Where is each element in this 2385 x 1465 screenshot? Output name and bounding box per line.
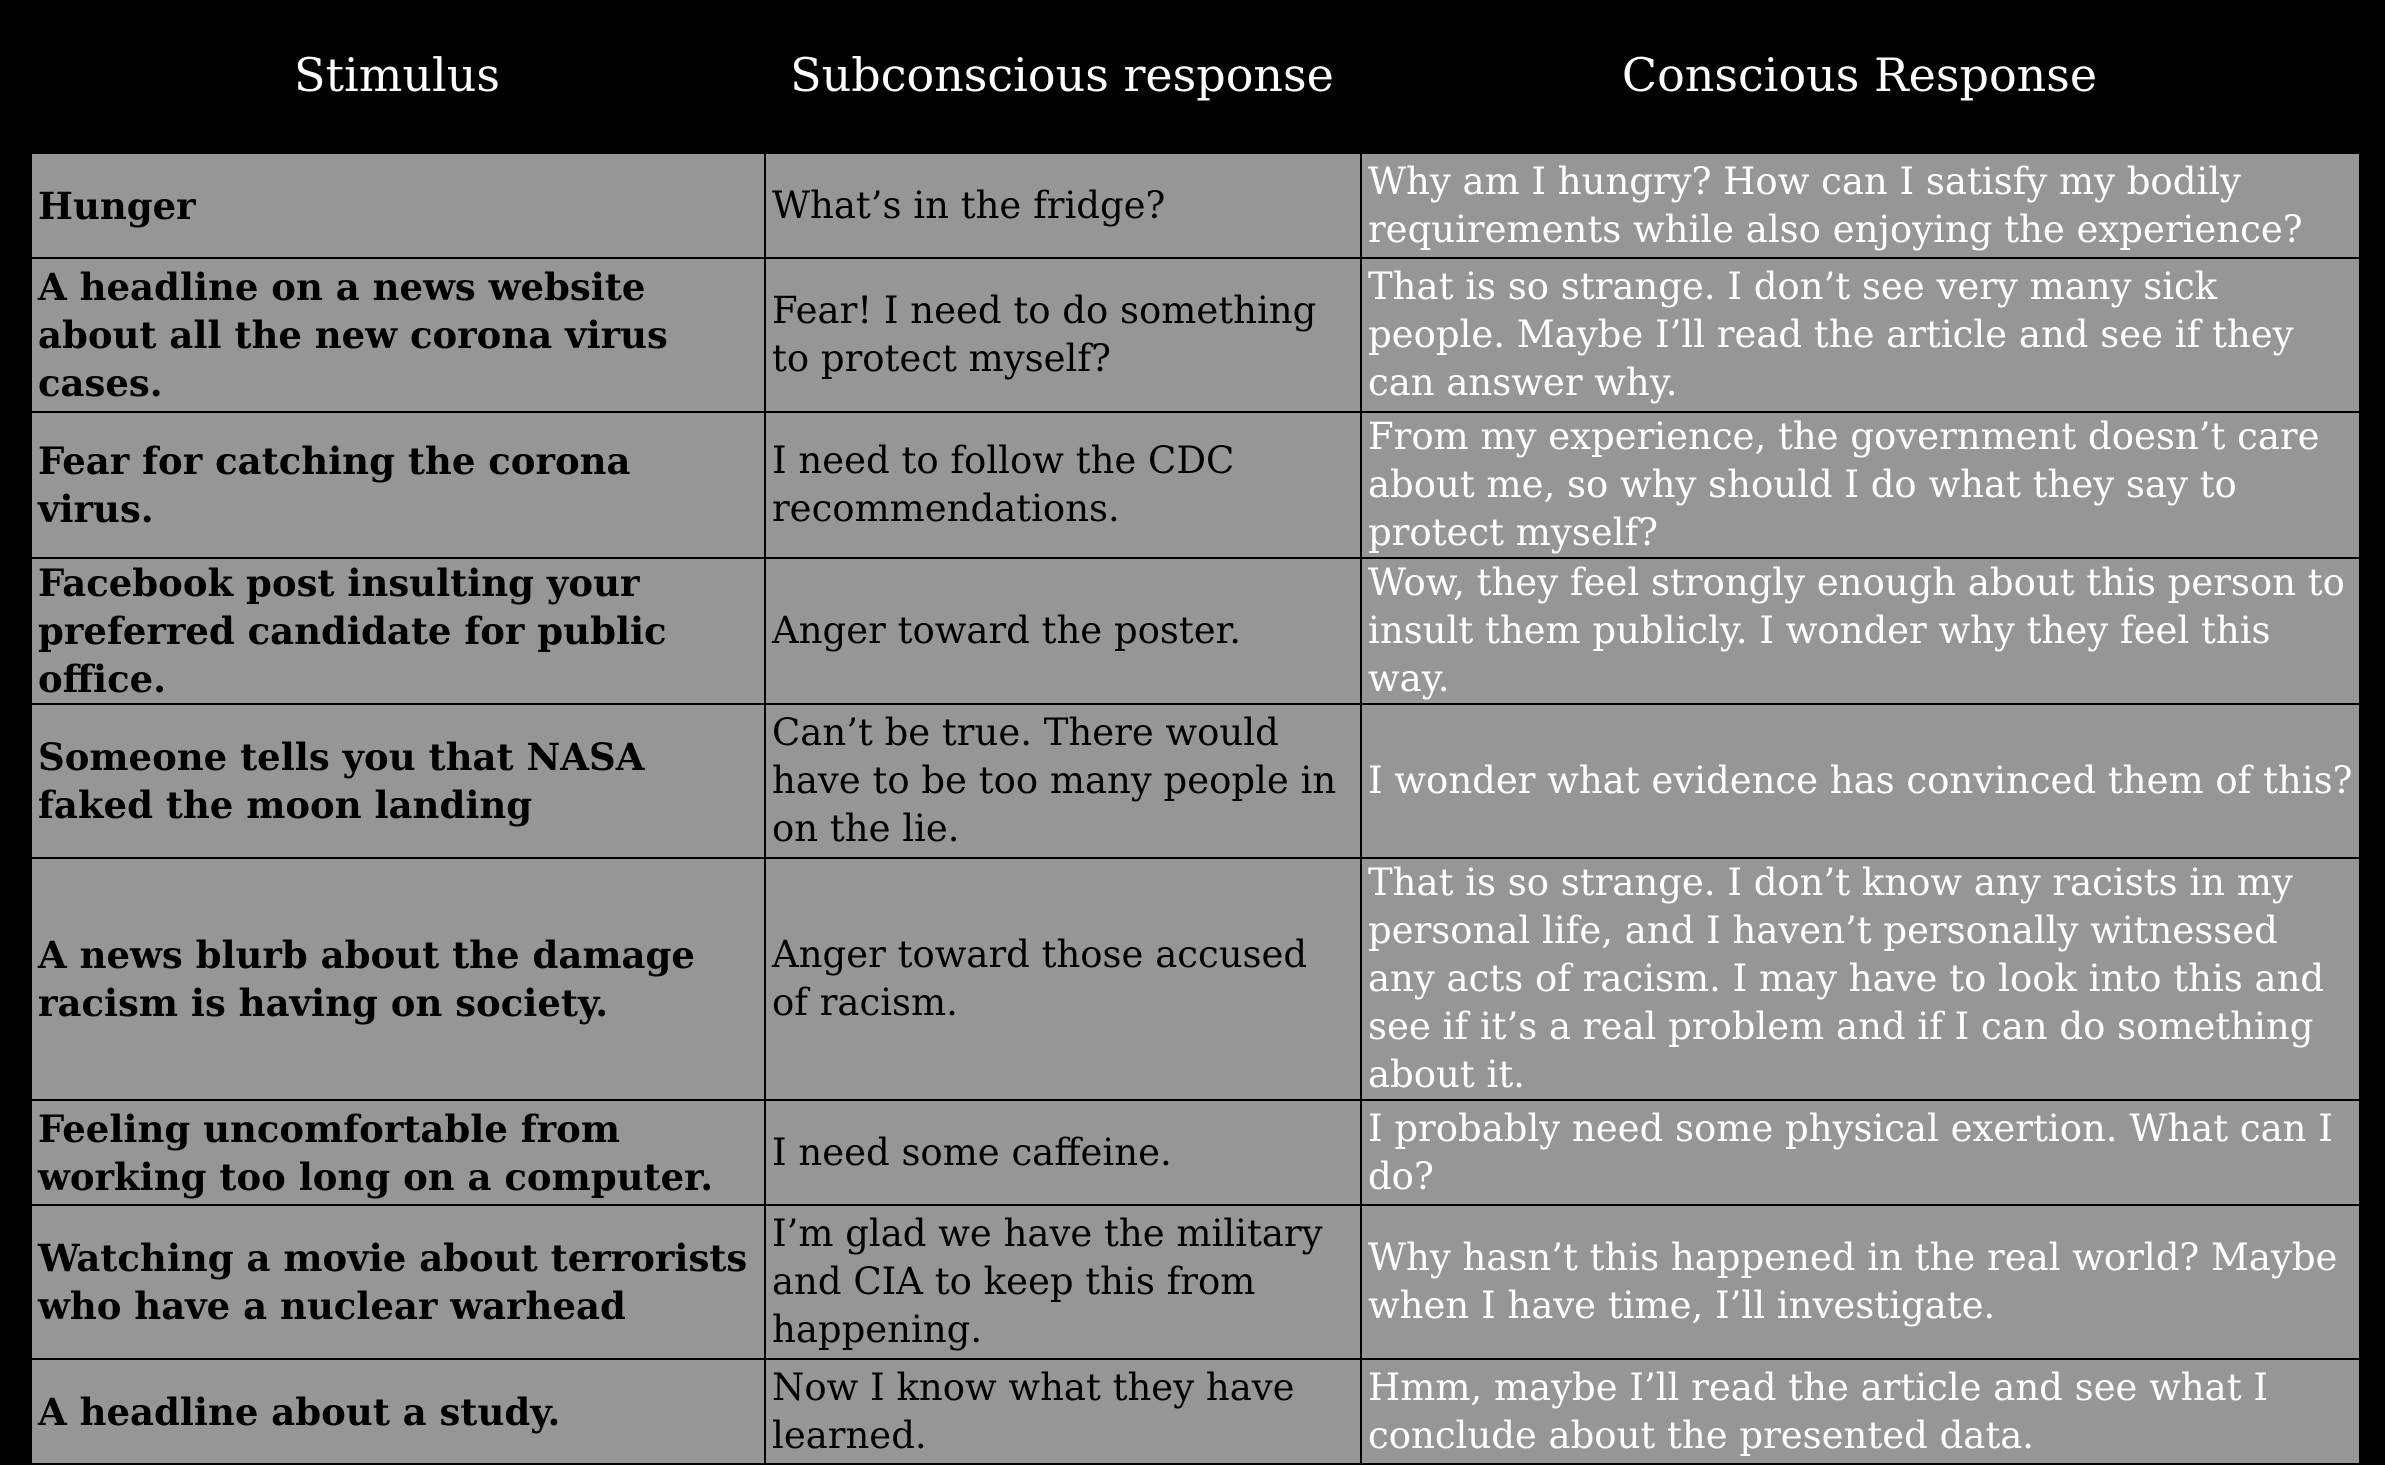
subconscious-cell: Now I know what they have learned. xyxy=(765,1359,1361,1464)
stimulus-cell: Watching a movie about terrorists who have a nuclear warhead xyxy=(31,1205,765,1359)
table-row xyxy=(31,258,2360,412)
table-row xyxy=(31,858,2360,1100)
subconscious-cell: I need some caffeine. xyxy=(765,1100,1361,1205)
conscious-cell: Wow, they feel strongly enough about this person to insult them publicly. I wonder why they feel this way. xyxy=(1361,558,2360,704)
table-row xyxy=(31,1359,2360,1464)
conscious-cell: I probably need some physical exertion. What can I do? xyxy=(1361,1100,2360,1205)
response-table xyxy=(30,152,2361,1465)
table-row xyxy=(31,412,2360,558)
table-row xyxy=(31,1205,2360,1359)
header-subconscious-response: Subconscious response xyxy=(790,48,1334,102)
conscious-cell: That is so strange. I don’t know any racists in my personal life, and I haven’t personally witnessed any acts of racism. I may have to look into this and see if it’s a real problem and if I can do something about it. xyxy=(1361,858,2360,1100)
table-row xyxy=(31,1100,2360,1205)
stimulus-cell: Someone tells you that NASA faked the moon landing xyxy=(31,704,765,858)
header-stimulus: Stimulus xyxy=(294,48,500,102)
table-row xyxy=(31,704,2360,858)
subconscious-cell: Can’t be true. There would have to be too many people in on the lie. xyxy=(765,704,1361,858)
stimulus-cell: A headline about a study. xyxy=(31,1359,765,1464)
table-header-row xyxy=(0,0,2385,152)
subconscious-cell: Fear! I need to do something to protect myself? xyxy=(765,258,1361,412)
conscious-cell: Why hasn’t this happened in the real world? Maybe when I have time, I’ll investigate. xyxy=(1361,1205,2360,1359)
conscious-cell: That is so strange. I don’t see very many sick people. Maybe I’ll read the article and see if they can answer why. xyxy=(1361,258,2360,412)
stimulus-cell: A headline on a news website about all the new corona virus cases. xyxy=(31,258,765,412)
table-row xyxy=(31,558,2360,704)
header-conscious-response: Conscious Response xyxy=(1621,48,2098,102)
subconscious-cell: Anger toward those accused of racism. xyxy=(765,858,1361,1100)
conscious-cell: I wonder what evidence has convinced them of this? xyxy=(1361,704,2360,858)
subconscious-cell: Anger toward the poster. xyxy=(765,558,1361,704)
subconscious-cell: I’m glad we have the military and CIA to keep this from happening. xyxy=(765,1205,1361,1359)
conscious-cell: From my experience, the government doesn’t care about me, so why should I do what they say to protect myself? xyxy=(1361,412,2360,558)
stimulus-cell: A news blurb about the damage racism is having on society. xyxy=(31,858,765,1100)
stimulus-cell: Feeling uncomfortable from working too long on a computer. xyxy=(31,1100,765,1205)
conscious-cell: Why am I hungry? How can I satisfy my bodily requirements while also enjoying the experience? xyxy=(1361,153,2360,258)
stimulus-cell: Facebook post insulting your preferred candidate for public office. xyxy=(31,558,765,704)
subconscious-cell: What’s in the fridge? xyxy=(765,153,1361,258)
stimulus-cell: Hunger xyxy=(31,153,765,258)
conscious-cell: Hmm, maybe I’ll read the article and see what I conclude about the presented data. xyxy=(1361,1359,2360,1464)
table-row xyxy=(31,153,2360,258)
subconscious-cell: I need to follow the CDC recommendations. xyxy=(765,412,1361,558)
stimulus-cell: Fear for catching the corona virus. xyxy=(31,412,765,558)
